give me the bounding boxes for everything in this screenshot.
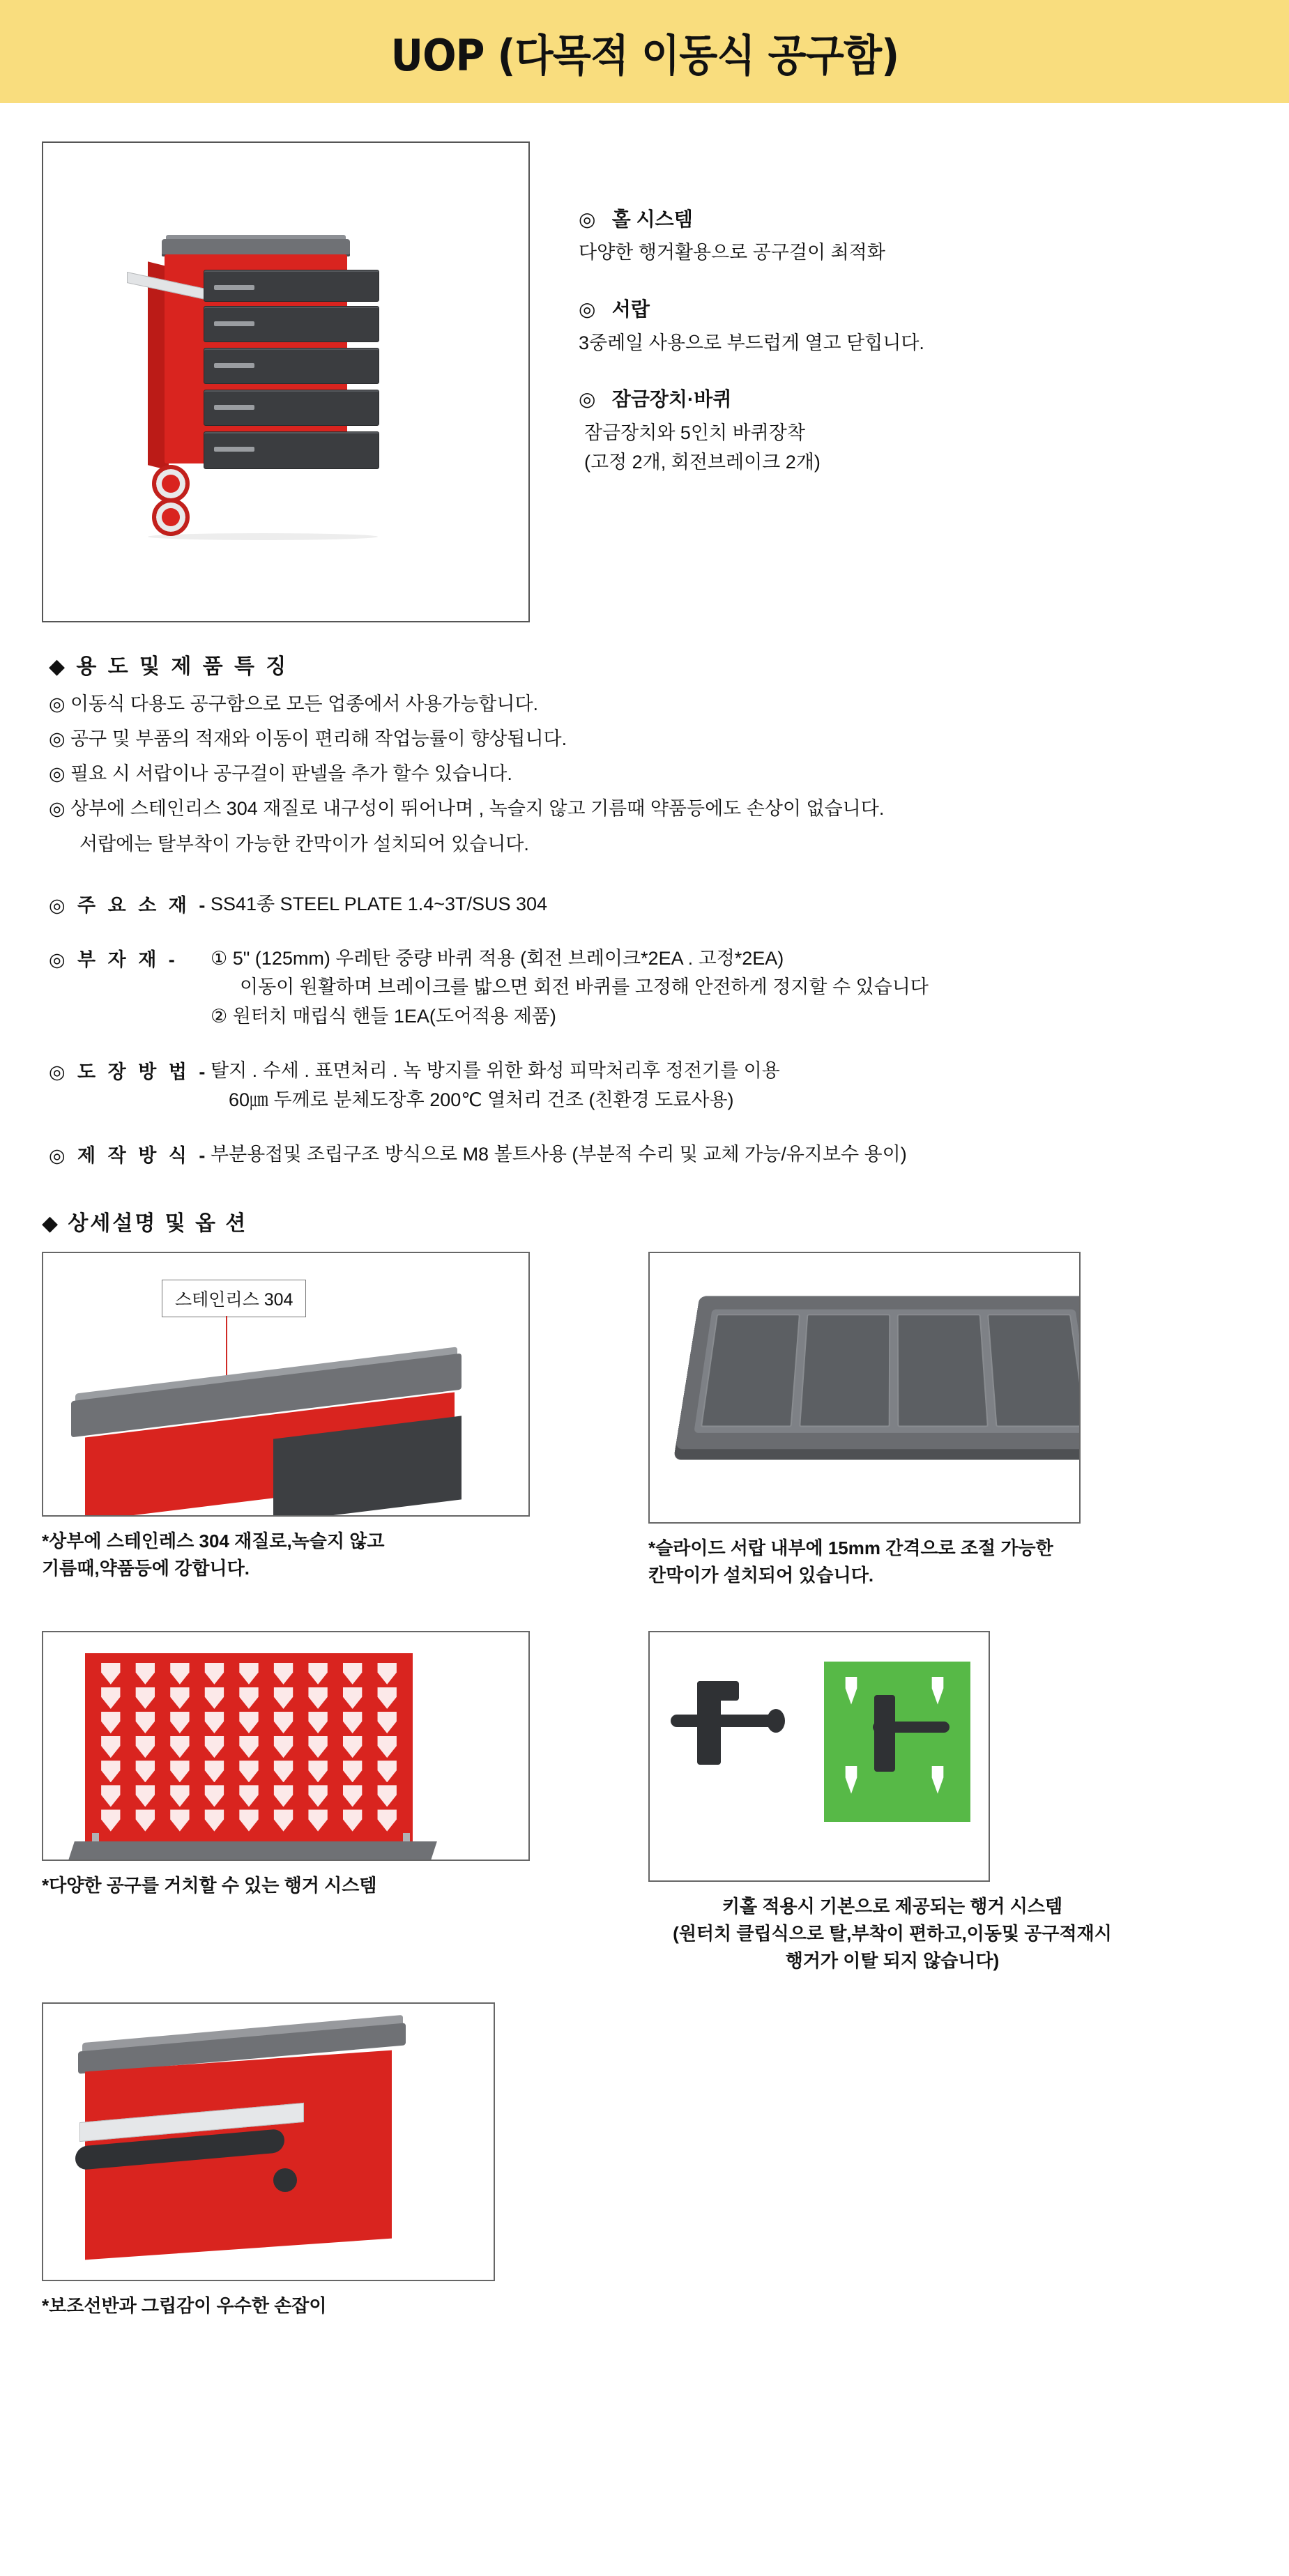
caption-line-2: 기름때,약품등에 강합니다. — [42, 1557, 250, 1579]
spec-row — [49, 890, 1289, 919]
caption-line-1: *다양한 공구를 거치할 수 있는 행거 시스템 — [42, 1874, 377, 1896]
detail-caption — [648, 1535, 1255, 1589]
detail-item-stainless — [42, 1252, 648, 1589]
feature-desc: 다양한 행거활용으로 공구걸이 최적화 — [579, 242, 885, 263]
feature-desc-2: (고정 2개, 회전브레이크 2개) — [584, 451, 821, 473]
pegboard-image — [42, 1631, 530, 1861]
caption-line-2: 칸막이가 설치되어 있습니다. — [648, 1564, 874, 1586]
feature-list — [579, 141, 924, 622]
caption-line-1: *슬라이드 서랍 내부에 15mm 간격으로 조절 가능한 — [648, 1537, 1053, 1558]
usage-item: ◎ 공구 및 부품의 적재와 이동이 편리해 작업능률이 향상됩니다. — [49, 728, 567, 750]
tool-cabinet-illustration — [120, 206, 455, 568]
usage-subitem: 서랍에는 탈부착이 가능한 칸막이가 설치되어 있습니다. — [79, 833, 529, 854]
hero-product-image — [42, 141, 530, 622]
spec-label: ◎ 도 장 방 법 - — [49, 1061, 209, 1083]
pegboard-panel — [85, 1653, 413, 1841]
usage-item: ◎ 이동식 다용도 공구함으로 모든 업종에서 사용가능합니다. — [49, 693, 539, 714]
caption-line-1: 키홀 적용시 기본으로 제공되는 행거 시스템 — [722, 1895, 1063, 1917]
detail-row — [42, 1252, 1255, 1589]
spec-value-sub2: ② 원터치 매립식 핸들 1EA(도어적용 제품) — [211, 1006, 556, 1027]
feature-item — [579, 384, 924, 477]
stainless-callout-label: 스테인리스 304 — [162, 1280, 306, 1317]
spec-table — [49, 890, 1289, 1170]
detail-caption — [42, 2292, 648, 2320]
spec-label: ◎ 부 자 재 - — [49, 949, 178, 970]
detail-row — [42, 1617, 1255, 1975]
stainless-top-image — [42, 1252, 530, 1517]
spec-value: ① 5" (125mm) 우레탄 중량 바퀴 적용 (회전 브레이크*2EA . 고정*2EA) — [211, 947, 784, 969]
detail-heading: ◆ 상세설명 및 옵 션 — [42, 1211, 248, 1235]
keyhole-hanger-image — [648, 1631, 990, 1882]
feature-item — [579, 294, 924, 358]
feature-title-text: 서랍 — [611, 298, 650, 321]
detail-caption — [648, 1893, 1136, 1975]
usage-heading: ◆ 용 도 및 제 품 특 징 — [49, 655, 289, 678]
detail-item-pegboard — [42, 1617, 648, 1975]
spec-value-sub: 이동이 원활하며 브레이크를 밟으면 회전 바퀴를 고정해 안전하게 정지할 수 있습니다 — [240, 976, 929, 998]
aux-shelf-handle-image — [42, 2002, 495, 2281]
feature-marker-icon: ◎ — [579, 208, 596, 230]
caption-line-2: (원터치 클립식으로 탈,부착이 편하고,이동및 공구적재시 — [673, 1922, 1112, 1944]
page-header — [0, 0, 1289, 103]
drawer-divider-image — [648, 1252, 1081, 1524]
spec-value-sub: 60㎛ 두께로 분체도장후 200℃ 열처리 건조 (친환경 도료사용) — [229, 1089, 734, 1110]
detail-item-divider — [648, 1252, 1255, 1589]
callout-arrow-icon — [226, 1316, 227, 1380]
feature-desc: 잠금장치와 5인치 바퀴장착 — [584, 422, 805, 443]
usage-item: ◎ 필요 시 서랍이나 공구걸이 판넬을 추가 할수 있습니다. — [49, 763, 512, 785]
green-keyhole-panel — [824, 1662, 970, 1822]
caption-line-1: *상부에 스테인레스 304 재질로,녹슬지 않고 — [42, 1530, 385, 1551]
detail-caption — [42, 1528, 648, 1582]
detail-grid — [42, 1252, 1255, 2320]
page-title: UOP (다목적 이동식 공구함) — [390, 29, 899, 81]
hero-section — [0, 103, 1289, 622]
detail-item-handle — [42, 2002, 648, 2320]
feature-item — [579, 204, 924, 268]
spec-row — [49, 1140, 1289, 1170]
spec-value: 탈지 . 수세 . 표면처리 . 녹 방지를 위한 화성 피막처리후 정전기를 이용 — [211, 1060, 780, 1082]
spec-label: ◎ 제 작 방 식 - — [49, 1144, 209, 1166]
detail-item-keyhole-hanger — [648, 1617, 1255, 1975]
feature-marker-icon: ◎ — [579, 298, 596, 321]
detail-row — [42, 2002, 1255, 2320]
spec-row — [49, 1057, 1289, 1115]
spec-value: 부분용접및 조립구조 방식으로 M8 볼트사용 (부분적 수리 및 교체 가능/유지보수 용이) — [211, 1143, 907, 1165]
spec-label: ◎ 주 요 소 재 - — [49, 894, 209, 916]
caption-line-1: *보조선반과 그립감이 우수한 손잡이 — [42, 2294, 327, 2316]
feature-title-text: 홀 시스템 — [611, 208, 693, 230]
usage-item: ◎ 상부에 스테인리스 304 재질로 내구성이 뛰어나며 , 녹슬지 않고 기름때 약품등에도 손상이 없습니다. — [49, 798, 885, 820]
spec-value: SS41종 STEEL PLATE 1.4~3T/SUS 304 — [211, 893, 548, 914]
caption-line-3: 행거가 이탈 되지 않습니다) — [785, 1949, 1000, 1971]
feature-title-text: 잠금장치·바퀴 — [611, 388, 732, 411]
detail-caption — [42, 1872, 648, 1899]
spec-row — [49, 944, 1289, 1032]
usage-section — [49, 649, 1289, 858]
feature-marker-icon: ◎ — [579, 388, 596, 411]
feature-desc: 3중레일 사용으로 부드럽게 열고 닫힙니다. — [579, 332, 924, 353]
